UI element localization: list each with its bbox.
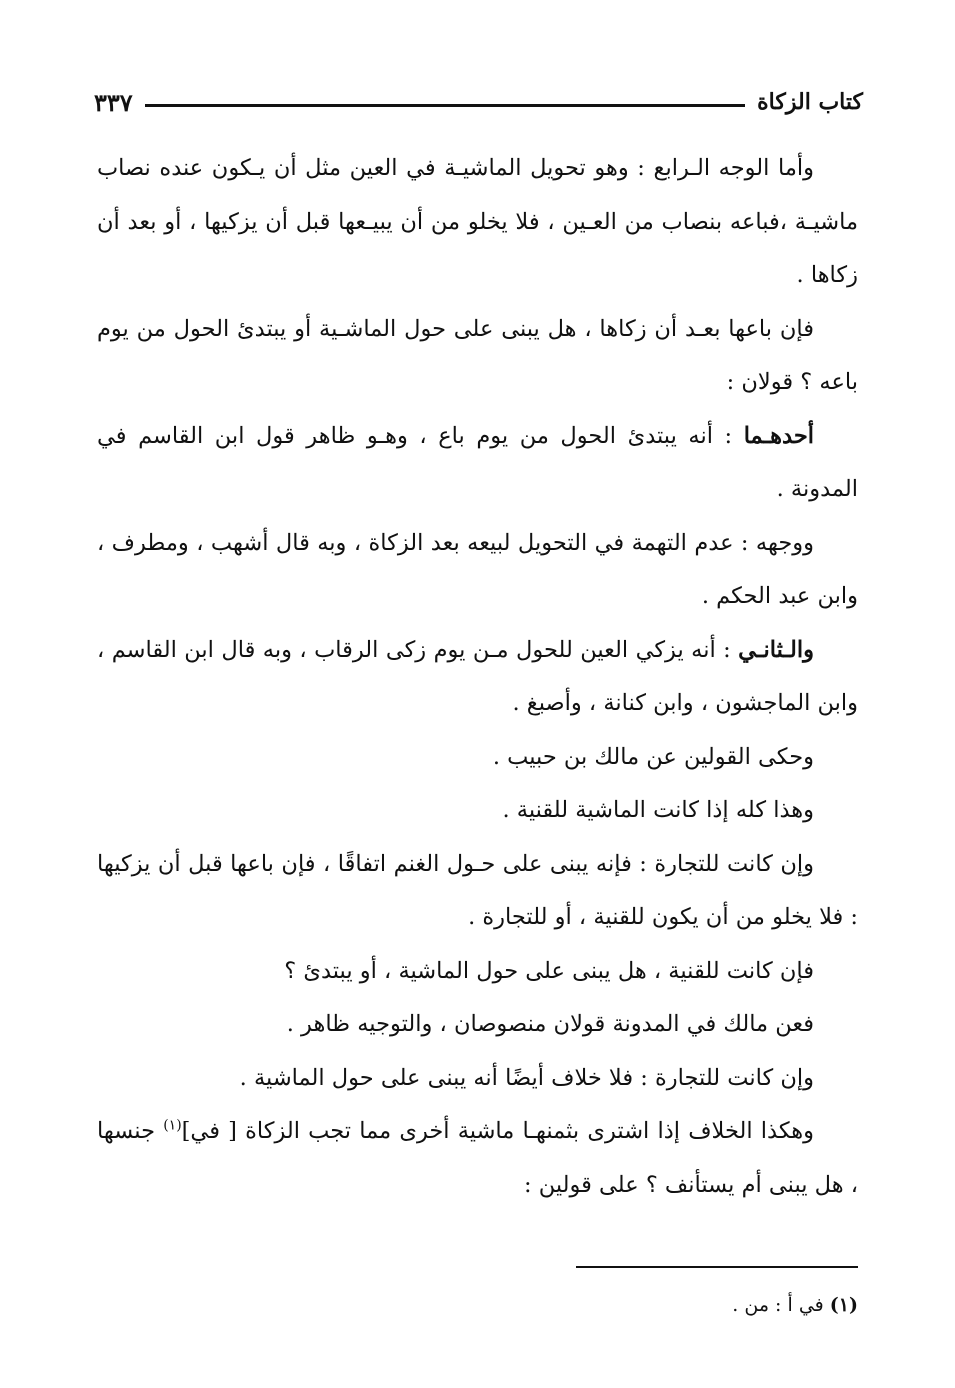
paragraph-11: وإن كانت للتجارة : فلا خلاف أيضًا أنه يبنى على حول الماشية . (239, 1064, 814, 1091)
footnote-separator (576, 1266, 858, 1268)
paragraph-6: وحكى القولين عن مالك بن حبيب . (492, 743, 814, 770)
page-number: ٣٣٧ (94, 87, 133, 117)
paragraph-4: ووجهه : عدم التهمة في التحويل لبيعه بعد الزكاة ، وبه قال أشهب ، ومطرف ، وابن عبد الحكم . (97, 529, 858, 609)
footnote-text: في أ : من . (732, 1294, 830, 1316)
paragraph-12: وهكذا الخلاف إذا اشترى بثمنهـا ماشية أخرى مما تجب الزكاة [ في]$^{(١)}$ جنسها ، هل يبنى أم يستأنف ؟ على قولين : (97, 1117, 858, 1198)
paragraph-8: وإن كانت للتجارة : فإنه يبنى على حـول الغنم اتفاقًا ، فإن باعها قبل أن يزكيها : فلا يخلو من أن يكون للقنية ، أو للتجارة . (97, 850, 858, 930)
footnote (732, 1290, 858, 1320)
paragraph-9: فإن كانت للقنية ، هل يبنى على حول الماشية ، أو يبتدئ ؟ (284, 957, 814, 984)
running-title: كتاب الزكاة (757, 89, 863, 115)
lead-word: أحدهـما (743, 422, 814, 449)
paragraph-10: فعن مالك في المدونة قولان منصوصان ، والتوجيه ظاهر . (286, 1011, 814, 1037)
header-rule (145, 104, 745, 107)
footnote-reference: (١) (163, 1117, 182, 1134)
paragraph-3: أحدهـما : أنه يبتدئ الحول من يوم باع ، وهـو ظاهر قول ابن القاسم في المدونة . (97, 422, 858, 502)
paragraph-1: وأما الوجه الـرابع : وهو تحويل الماشيـة في العين مثل أن يـكون عنده نصاب ماشيـة ،فباعه بنصاب من العـين ، فلا يخلو من أن يبيـعها قبل أن يزكيها ، أو بعد أن زكاها . (97, 155, 858, 288)
footnote-number: (١) (829, 1294, 858, 1316)
paragraph-2: فإن باعها بعـد أن زكاها ، هل يبنى على حول الماشـية أو يبتدئ الحول من يوم باعه ؟ قولان : (97, 315, 858, 395)
body-text (97, 142, 858, 1212)
lead-word: والـثانـي (738, 636, 814, 663)
paragraph-7: وهذا كله إذا كانت الماشية للقنية . (502, 797, 814, 823)
paragraph-5: والـثانـي : أنه يزكي العين للحول مـن يوم زكى الرقاب ، وبه قال ابن القاسم ، وابن الماجشون ، وابن كنانة ، وأصبغ . (97, 636, 858, 716)
page-header (94, 84, 863, 120)
